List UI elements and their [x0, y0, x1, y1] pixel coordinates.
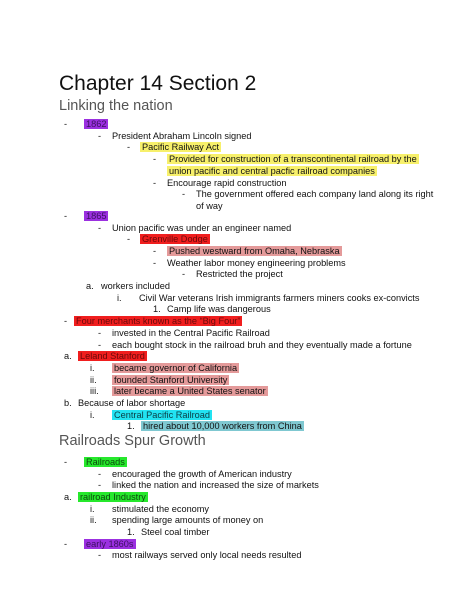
list-marker: -: [98, 469, 102, 479]
list-marker: -: [127, 142, 131, 152]
list-item-text: each bought stock in the railroad bruh and they eventually made a fortune: [112, 340, 412, 350]
list-item-text: Union pacific was under an engineer named: [112, 223, 292, 233]
list-marker: 1.: [127, 421, 135, 431]
list-item: [167, 303, 271, 315]
list-item: [112, 327, 270, 339]
list-marker: a.: [64, 351, 72, 361]
list-marker: 1.: [127, 527, 135, 537]
list-item: [141, 420, 304, 432]
list-item: [196, 268, 283, 280]
list-marker: -: [182, 269, 186, 279]
page-title: Chapter 14 Section 2: [59, 72, 257, 95]
list-marker: ii.: [90, 375, 97, 385]
list-item: [141, 526, 209, 538]
list-item-text: President Abraham Lincoln signed: [112, 131, 252, 141]
list-item: [112, 339, 412, 351]
list-item-text: Provided for construction of a transcontinental railroad by the: [169, 154, 417, 164]
list-item-text: Central Pacific Railroad: [114, 410, 210, 420]
list-marker: -: [98, 340, 102, 350]
list-marker: -: [182, 189, 186, 199]
list-item: [112, 362, 239, 374]
list-marker: iii.: [90, 386, 99, 396]
list-item-text: union pacific and central pacfic railroad companies: [169, 166, 375, 176]
list-item: [196, 188, 433, 200]
list-marker: -: [64, 457, 68, 467]
list-item-text: of way: [196, 201, 223, 211]
list-marker: i.: [117, 293, 122, 303]
list-item: [84, 118, 108, 130]
list-marker: -: [98, 131, 102, 141]
list-marker: -: [98, 480, 102, 490]
list-item: [140, 233, 210, 245]
list-item-text: Civil War veterans Irish immigrants farmers miners cooks ex-convicts: [139, 293, 420, 303]
list-item: [167, 245, 342, 257]
list-item: [78, 397, 185, 409]
list-marker: i.: [90, 363, 95, 373]
list-item-text: workers included: [101, 281, 170, 291]
list-item-text: 1865: [86, 211, 107, 221]
list-item: [112, 514, 263, 526]
list-item-text: later became a United States senator: [114, 386, 266, 396]
list-item-text: Leland Stanford: [80, 351, 145, 361]
list-item-text: most railways served only local needs resulted: [112, 550, 302, 560]
list-marker: -: [98, 328, 102, 338]
list-item-text: Pushed westward from Omaha, Nebraska: [169, 246, 340, 256]
list-marker: a.: [64, 492, 72, 502]
section-heading-railroads: Railroads Spur Growth: [59, 433, 206, 449]
list-marker: -: [64, 211, 68, 221]
list-marker: 1.: [153, 304, 161, 314]
list-item-text: The government offered each company land along its right: [196, 189, 434, 199]
list-marker: -: [153, 246, 157, 256]
list-item: [196, 200, 223, 212]
list-item-text: Encourage rapid construction: [167, 178, 287, 188]
list-item-text: 1862: [86, 119, 107, 129]
list-item: [84, 456, 127, 468]
list-marker: -: [64, 316, 68, 326]
list-item-text: Grenville Dodge: [142, 234, 208, 244]
list-marker: ii.: [90, 515, 97, 525]
list-item: [112, 385, 268, 397]
list-item: [167, 153, 419, 165]
list-marker: i.: [90, 410, 95, 420]
list-item: [78, 491, 148, 503]
list-item-text: Restricted the project: [196, 269, 283, 279]
list-item-text: encouraged the growth of American industry: [112, 469, 292, 479]
list-item: [112, 549, 301, 561]
list-marker: -: [153, 154, 157, 164]
list-item-text: Pacific Railway Act: [142, 142, 220, 152]
list-marker: -: [98, 550, 102, 560]
list-item-text: stimulated the economy: [112, 504, 210, 514]
list-marker: -: [64, 119, 68, 129]
list-item: [74, 315, 242, 327]
list-item-text: linked the nation and increased the size of markets: [112, 480, 319, 490]
list-marker: i.: [90, 504, 95, 514]
list-item-text: spending large amounts of money on: [112, 515, 264, 525]
list-item-text: invested in the Central Pacific Railroad: [112, 328, 270, 338]
list-marker: b.: [64, 398, 72, 408]
list-item-text: Railroads: [86, 457, 125, 467]
list-marker: -: [127, 234, 131, 244]
list-marker: -: [153, 178, 157, 188]
list-item: [101, 280, 170, 292]
list-item-text: Because of labor shortage: [78, 398, 186, 408]
list-marker: a.: [86, 281, 94, 291]
list-item-text: founded Stanford University: [114, 375, 228, 385]
list-item-text: Steel coal timber: [141, 527, 210, 537]
list-item-text: railroad Industry: [80, 492, 146, 502]
list-marker: -: [98, 223, 102, 233]
list-marker: -: [64, 539, 68, 549]
list-item: [167, 165, 377, 177]
section-heading-linking: Linking the nation: [59, 98, 173, 114]
list-item-text: Camp life was dangerous: [167, 304, 271, 314]
list-item: [112, 479, 319, 491]
list-item: [140, 141, 221, 153]
list-item: [78, 350, 147, 362]
list-item: [84, 210, 108, 222]
list-item-text: early 1860s: [86, 539, 134, 549]
list-item-text: became governor of California: [114, 363, 238, 373]
list-item-text: Weather labor money engineering problems: [167, 258, 346, 268]
list-marker: -: [153, 258, 157, 268]
list-item-text: Four merchants known as the “Big Four”: [76, 316, 241, 326]
list-item-text: hired about 10,000 workers from China: [143, 421, 302, 431]
